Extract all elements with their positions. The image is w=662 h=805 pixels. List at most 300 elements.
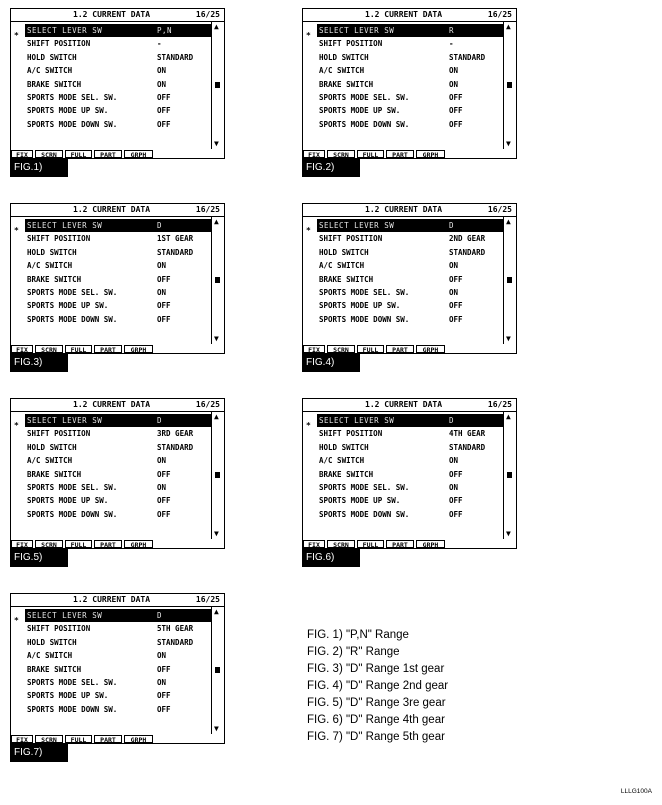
item-value: OFF <box>449 509 463 519</box>
item-name: SELECT LEVER SW <box>319 221 395 230</box>
function-buttons <box>11 735 224 743</box>
figure-panel <box>10 8 225 173</box>
function-buttons <box>303 345 516 353</box>
scroll-down-icon[interactable]: ▼ <box>214 529 219 538</box>
data-list <box>25 414 211 521</box>
fix-button[interactable]: FIX <box>303 345 325 353</box>
legend-line: FIG. 6) "D" Range 4th gear <box>307 714 445 726</box>
data-row[interactable] <box>25 609 211 622</box>
figure-panel <box>302 398 517 563</box>
part-button[interactable]: PART <box>386 540 414 548</box>
screen-title: 1.2 CURRENT DATA <box>73 10 151 19</box>
data-row[interactable] <box>317 64 503 77</box>
data-row[interactable] <box>317 273 503 286</box>
screen-header <box>11 594 224 607</box>
data-row[interactable] <box>317 37 503 50</box>
function-buttons <box>303 150 516 158</box>
item-name: SPORTS MODE UP SW. <box>319 496 401 506</box>
scroll-up-icon[interactable]: ▲ <box>214 22 219 31</box>
scroll-up-icon[interactable]: ▲ <box>506 217 511 226</box>
figure-panel <box>302 8 517 173</box>
part-button[interactable]: PART <box>386 345 414 353</box>
cursor-marker: * <box>306 421 311 430</box>
item-value: ON <box>449 261 459 271</box>
item-value: 3RD GEAR <box>157 429 194 439</box>
data-list <box>25 609 211 716</box>
item-name: SPORTS MODE UP SW. <box>27 496 109 506</box>
item-value: OFF <box>157 92 171 102</box>
data-row[interactable] <box>25 622 211 635</box>
item-value: ON <box>157 261 167 271</box>
scan-tool-screen <box>10 398 225 549</box>
scrn-button[interactable]: SCRN <box>35 735 63 743</box>
item-value: STANDARD <box>449 247 486 257</box>
item-name: SHIFT POSITION <box>27 429 91 439</box>
data-row[interactable] <box>317 78 503 91</box>
item-name: SPORTS MODE DOWN SW. <box>319 509 410 519</box>
scrn-button[interactable]: SCRN <box>327 345 355 353</box>
item-value: OFF <box>449 106 463 116</box>
cursor-marker: * <box>14 616 19 625</box>
data-list <box>317 24 503 131</box>
cursor-marker: * <box>306 226 311 235</box>
item-name: A/C SWITCH <box>319 66 365 76</box>
figure-caption: FIG.1) <box>10 159 68 177</box>
grph-button[interactable]: GRPH <box>124 735 153 743</box>
legend-line: FIG. 4) "D" Range 2nd gear <box>307 680 449 692</box>
item-value: D <box>449 416 455 425</box>
item-value: OFF <box>157 274 171 284</box>
data-row[interactable] <box>317 219 503 232</box>
data-row[interactable] <box>317 481 503 494</box>
item-name: SELECT LEVER SW <box>27 416 103 425</box>
item-name: BRAKE SWITCH <box>319 469 374 479</box>
data-row[interactable] <box>317 246 503 259</box>
data-row[interactable] <box>317 494 503 507</box>
scan-tool-screen <box>10 593 225 744</box>
part-button[interactable]: PART <box>94 735 122 743</box>
full-button[interactable]: FULL <box>357 540 384 548</box>
item-name: BRAKE SWITCH <box>27 469 82 479</box>
scroll-thumb[interactable] <box>215 277 220 283</box>
item-name: SPORTS MODE UP SW. <box>27 301 109 311</box>
item-value: D <box>157 416 163 425</box>
item-name: SHIFT POSITION <box>319 39 383 49</box>
page-indicator: 16/25 <box>195 400 220 409</box>
data-row[interactable] <box>317 313 503 326</box>
item-value: OFF <box>449 496 463 506</box>
function-buttons <box>11 345 224 353</box>
item-name: BRAKE SWITCH <box>27 79 82 89</box>
grph-button[interactable]: GRPH <box>124 150 153 158</box>
page-indicator: 16/25 <box>195 10 220 19</box>
scroll-thumb[interactable] <box>507 277 512 283</box>
data-row[interactable] <box>25 37 211 50</box>
part-button[interactable]: PART <box>94 345 122 353</box>
data-row[interactable] <box>25 468 211 481</box>
data-row[interactable] <box>317 24 503 37</box>
data-row[interactable] <box>317 441 503 454</box>
item-name: SPORTS MODE DOWN SW. <box>27 704 118 714</box>
item-name: SPORTS MODE DOWN SW. <box>319 314 410 324</box>
fix-button[interactable]: FIX <box>11 540 33 548</box>
fix-button[interactable]: FIX <box>11 150 33 158</box>
item-value: 1ST GEAR <box>157 234 194 244</box>
data-row[interactable] <box>25 91 211 104</box>
data-row[interactable] <box>25 313 211 326</box>
item-name: A/C SWITCH <box>319 456 365 466</box>
data-row[interactable] <box>25 636 211 649</box>
data-list <box>317 219 503 326</box>
figure-caption: FIG.3) <box>10 354 68 372</box>
grph-button[interactable]: GRPH <box>416 540 445 548</box>
item-value: STANDARD <box>157 442 194 452</box>
scroll-thumb[interactable] <box>215 472 220 478</box>
item-value: STANDARD <box>157 247 194 257</box>
item-name: SPORTS MODE UP SW. <box>319 106 401 116</box>
item-value: STANDARD <box>157 637 194 647</box>
scrollbar[interactable] <box>211 607 224 734</box>
data-row[interactable] <box>25 259 211 272</box>
scroll-up-icon[interactable]: ▲ <box>506 412 511 421</box>
data-row[interactable] <box>25 649 211 662</box>
full-button[interactable]: FULL <box>65 345 92 353</box>
figure-caption: FIG.2) <box>302 159 360 177</box>
figure-caption: FIG.5) <box>10 549 68 567</box>
item-value: STANDARD <box>449 52 486 62</box>
full-button[interactable]: FULL <box>65 150 92 158</box>
data-row[interactable] <box>317 299 503 312</box>
full-button[interactable]: FULL <box>357 150 384 158</box>
item-value: ON <box>157 677 167 687</box>
figure-caption: FIG.7) <box>10 744 68 762</box>
grph-button[interactable]: GRPH <box>124 345 153 353</box>
item-value: P,N <box>157 26 173 35</box>
data-row[interactable] <box>25 689 211 702</box>
data-row[interactable] <box>25 219 211 232</box>
item-name: SHIFT POSITION <box>27 624 91 634</box>
screen-header <box>303 204 516 217</box>
full-button[interactable]: FULL <box>65 735 92 743</box>
scrn-button[interactable]: SCRN <box>35 150 63 158</box>
document-code: LLLG100A <box>620 788 652 795</box>
item-value: OFF <box>157 119 171 129</box>
scrollbar[interactable] <box>503 22 516 149</box>
item-name: SPORTS MODE DOWN SW. <box>27 509 118 519</box>
screen-header <box>11 204 224 217</box>
scrollbar[interactable] <box>211 217 224 344</box>
item-value: - <box>157 39 162 49</box>
data-row[interactable] <box>317 468 503 481</box>
item-value: ON <box>157 456 167 466</box>
data-row[interactable] <box>317 454 503 467</box>
item-value: ON <box>449 482 459 492</box>
scroll-down-icon[interactable]: ▼ <box>214 724 219 733</box>
item-value: ON <box>449 79 459 89</box>
screen-header <box>303 9 516 22</box>
scrn-button[interactable]: SCRN <box>327 540 355 548</box>
scrollbar[interactable] <box>211 22 224 149</box>
item-name: SHIFT POSITION <box>319 234 383 244</box>
data-row[interactable] <box>25 663 211 676</box>
item-name: A/C SWITCH <box>27 651 73 661</box>
item-name: BRAKE SWITCH <box>27 664 82 674</box>
scroll-thumb[interactable] <box>215 667 220 673</box>
cursor-marker: * <box>306 31 311 40</box>
item-value: ON <box>157 79 167 89</box>
data-row[interactable] <box>25 441 211 454</box>
item-value: OFF <box>449 92 463 102</box>
cursor-marker: * <box>14 226 19 235</box>
data-row[interactable] <box>25 494 211 507</box>
data-row[interactable] <box>25 64 211 77</box>
item-value: ON <box>449 456 459 466</box>
item-name: SHIFT POSITION <box>27 234 91 244</box>
scrollbar[interactable] <box>503 412 516 539</box>
item-value: OFF <box>449 314 463 324</box>
scan-tool-screen <box>10 203 225 354</box>
screen-header <box>11 9 224 22</box>
item-value: OFF <box>449 119 463 129</box>
figure-legend <box>307 627 448 746</box>
screen-header <box>303 399 516 412</box>
item-name: SELECT LEVER SW <box>319 416 395 425</box>
item-value: STANDARD <box>449 442 486 452</box>
item-name: SPORTS MODE DOWN SW. <box>27 119 118 129</box>
scroll-thumb[interactable] <box>507 82 512 88</box>
data-row[interactable] <box>317 51 503 64</box>
full-button[interactable]: FULL <box>65 540 92 548</box>
data-row[interactable] <box>25 24 211 37</box>
item-name: HOLD SWITCH <box>27 442 77 452</box>
item-name: A/C SWITCH <box>27 456 73 466</box>
item-value: 5TH GEAR <box>157 624 194 634</box>
data-row[interactable] <box>25 232 211 245</box>
data-row[interactable] <box>25 104 211 117</box>
part-button[interactable]: PART <box>386 150 414 158</box>
figure-panel <box>10 398 225 563</box>
data-row[interactable] <box>25 414 211 427</box>
item-name: A/C SWITCH <box>27 66 73 76</box>
data-row[interactable] <box>25 246 211 259</box>
data-row[interactable] <box>317 91 503 104</box>
grph-button[interactable]: GRPH <box>416 345 445 353</box>
item-name: HOLD SWITCH <box>319 442 369 452</box>
item-name: SPORTS MODE DOWN SW. <box>319 119 410 129</box>
item-value: ON <box>449 66 459 76</box>
item-name: SPORTS MODE UP SW. <box>27 106 109 116</box>
item-name: SPORTS MODE SEL. SW. <box>27 482 118 492</box>
screen-header <box>11 399 224 412</box>
item-value: ON <box>157 482 167 492</box>
data-list <box>317 414 503 521</box>
page-indicator: 16/25 <box>487 400 512 409</box>
item-name: HOLD SWITCH <box>27 247 77 257</box>
item-name: SHIFT POSITION <box>27 39 91 49</box>
scroll-up-icon[interactable]: ▲ <box>506 22 511 31</box>
scrn-button[interactable]: SCRN <box>327 150 355 158</box>
item-name: SELECT LEVER SW <box>27 221 103 230</box>
scroll-down-icon[interactable]: ▼ <box>214 334 219 343</box>
scroll-thumb[interactable] <box>215 82 220 88</box>
item-name: SPORTS MODE SEL. SW. <box>319 92 410 102</box>
scrn-button[interactable]: SCRN <box>35 345 63 353</box>
scrollbar[interactable] <box>503 217 516 344</box>
item-value: OFF <box>157 314 171 324</box>
part-button[interactable]: PART <box>94 540 122 548</box>
scroll-up-icon[interactable]: ▲ <box>214 607 219 616</box>
scroll-up-icon[interactable]: ▲ <box>214 217 219 226</box>
item-value: OFF <box>157 106 171 116</box>
data-row[interactable] <box>25 703 211 716</box>
data-list <box>25 24 211 131</box>
page-indicator: 16/25 <box>195 205 220 214</box>
item-value: OFF <box>157 301 171 311</box>
item-name: SELECT LEVER SW <box>319 26 395 35</box>
fix-button[interactable]: FIX <box>303 150 325 158</box>
legend-line: FIG. 5) "D" Range 3re gear <box>307 697 446 709</box>
scrollbar[interactable] <box>211 412 224 539</box>
item-value: OFF <box>157 509 171 519</box>
item-value: OFF <box>157 691 171 701</box>
item-name: SHIFT POSITION <box>319 429 383 439</box>
legend-line: FIG. 1) "P,N" Range <box>307 629 409 641</box>
item-name: SPORTS MODE SEL. SW. <box>27 287 118 297</box>
data-list <box>25 219 211 326</box>
item-name: SPORTS MODE UP SW. <box>319 301 401 311</box>
scrn-button[interactable]: SCRN <box>35 540 63 548</box>
figure-panel <box>10 593 225 758</box>
grph-button[interactable]: GRPH <box>416 150 445 158</box>
item-name: SPORTS MODE SEL. SW. <box>27 92 118 102</box>
item-name: HOLD SWITCH <box>27 52 77 62</box>
data-row[interactable] <box>317 427 503 440</box>
screen-title: 1.2 CURRENT DATA <box>73 595 151 604</box>
data-row[interactable] <box>25 454 211 467</box>
data-row[interactable] <box>317 104 503 117</box>
data-row[interactable] <box>25 51 211 64</box>
scan-tool-screen <box>302 398 517 549</box>
item-name: SPORTS MODE DOWN SW. <box>27 314 118 324</box>
legend-line: FIG. 3) "D" Range 1st gear <box>307 663 445 675</box>
grph-button[interactable]: GRPH <box>124 540 153 548</box>
data-row[interactable] <box>317 232 503 245</box>
data-row[interactable] <box>317 286 503 299</box>
data-row[interactable] <box>25 78 211 91</box>
fix-button[interactable]: FIX <box>11 735 33 743</box>
item-name: SPORTS MODE SEL. SW. <box>319 287 410 297</box>
item-name: BRAKE SWITCH <box>27 274 82 284</box>
scan-tool-screen <box>10 8 225 159</box>
item-name: SELECT LEVER SW <box>27 611 103 620</box>
item-value: OFF <box>449 274 463 284</box>
screen-title: 1.2 CURRENT DATA <box>365 400 443 409</box>
item-value: 4TH GEAR <box>449 429 486 439</box>
item-value: ON <box>157 651 167 661</box>
scroll-down-icon[interactable]: ▼ <box>506 139 511 148</box>
data-row[interactable] <box>25 273 211 286</box>
legend-line: FIG. 7) "D" Range 5th gear <box>307 731 445 743</box>
scroll-down-icon[interactable]: ▼ <box>214 139 219 148</box>
full-button[interactable]: FULL <box>357 345 384 353</box>
data-row[interactable] <box>25 299 211 312</box>
item-value: ON <box>157 287 167 297</box>
fix-button[interactable]: FIX <box>11 345 33 353</box>
cursor-marker: * <box>14 31 19 40</box>
item-value: ON <box>449 287 459 297</box>
scroll-down-icon[interactable]: ▼ <box>506 334 511 343</box>
page-indicator: 16/25 <box>487 205 512 214</box>
page-indicator: 16/25 <box>195 595 220 604</box>
figure-caption: FIG.6) <box>302 549 360 567</box>
item-value: 2ND GEAR <box>449 234 486 244</box>
item-value: OFF <box>157 469 171 479</box>
scan-tool-screen <box>302 8 517 159</box>
item-name: SELECT LEVER SW <box>27 26 103 35</box>
item-value: STANDARD <box>157 52 194 62</box>
item-value: OFF <box>449 469 463 479</box>
data-row[interactable] <box>25 481 211 494</box>
screen-title: 1.2 CURRENT DATA <box>73 205 151 214</box>
item-value: OFF <box>157 704 171 714</box>
item-value: D <box>157 611 163 620</box>
data-row[interactable] <box>317 508 503 521</box>
screen-title: 1.2 CURRENT DATA <box>73 400 151 409</box>
part-button[interactable]: PART <box>94 150 122 158</box>
item-value: ON <box>157 66 167 76</box>
data-row[interactable] <box>25 286 211 299</box>
data-row[interactable] <box>25 118 211 131</box>
item-name: SPORTS MODE UP SW. <box>27 691 109 701</box>
function-buttons <box>11 150 224 158</box>
item-name: HOLD SWITCH <box>319 52 369 62</box>
data-row[interactable] <box>317 259 503 272</box>
function-buttons <box>11 540 224 548</box>
legend-line: FIG. 2) "R" Range <box>307 646 400 658</box>
item-name: BRAKE SWITCH <box>319 79 374 89</box>
data-row[interactable] <box>25 427 211 440</box>
scroll-thumb[interactable] <box>507 472 512 478</box>
item-value: D <box>157 221 163 230</box>
fix-button[interactable]: FIX <box>303 540 325 548</box>
figure-panel <box>10 203 225 368</box>
data-row[interactable] <box>317 118 503 131</box>
item-value: D <box>449 221 455 230</box>
scroll-down-icon[interactable]: ▼ <box>506 529 511 538</box>
item-value: R <box>449 26 455 35</box>
scan-tool-screen <box>302 203 517 354</box>
function-buttons <box>303 540 516 548</box>
screen-title: 1.2 CURRENT DATA <box>365 10 443 19</box>
screen-title: 1.2 CURRENT DATA <box>365 205 443 214</box>
data-row[interactable] <box>317 414 503 427</box>
data-row[interactable] <box>25 676 211 689</box>
figure-panel <box>302 203 517 368</box>
item-name: A/C SWITCH <box>27 261 73 271</box>
item-name: SPORTS MODE SEL. SW. <box>319 482 410 492</box>
item-value: OFF <box>157 664 171 674</box>
item-name: A/C SWITCH <box>319 261 365 271</box>
data-row[interactable] <box>25 508 211 521</box>
scroll-up-icon[interactable]: ▲ <box>214 412 219 421</box>
item-name: SPORTS MODE SEL. SW. <box>27 677 118 687</box>
figure-caption: FIG.4) <box>302 354 360 372</box>
item-name: HOLD SWITCH <box>27 637 77 647</box>
item-value: OFF <box>449 301 463 311</box>
item-name: HOLD SWITCH <box>319 247 369 257</box>
item-name: BRAKE SWITCH <box>319 274 374 284</box>
item-value: - <box>449 39 454 49</box>
